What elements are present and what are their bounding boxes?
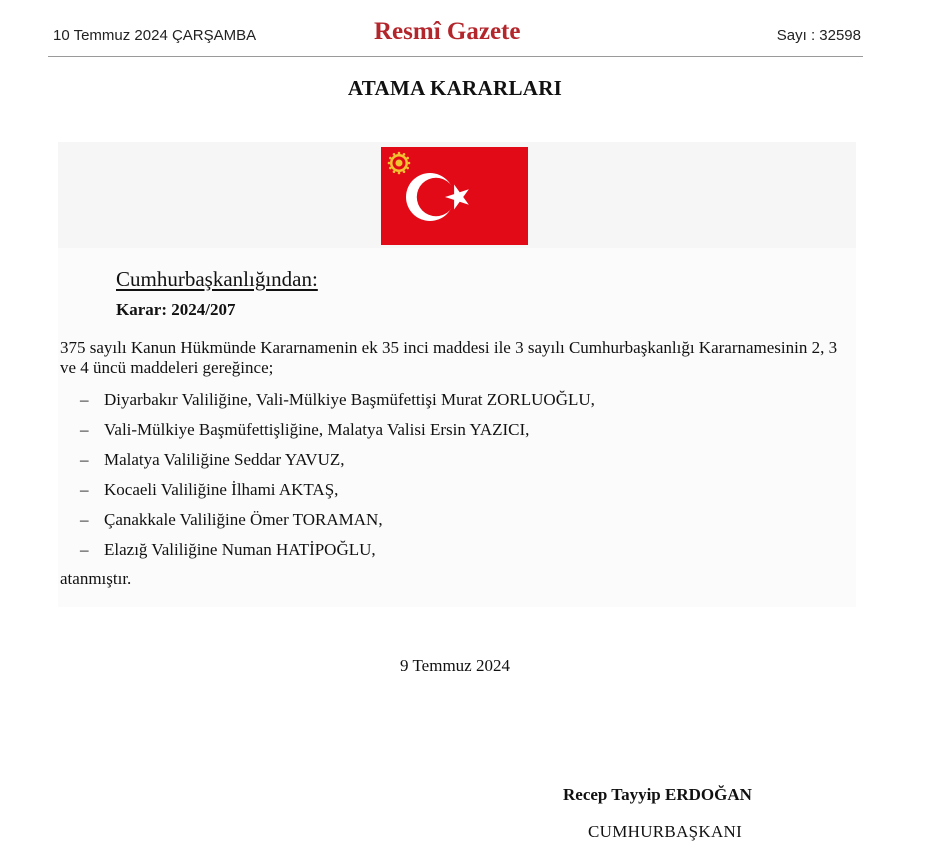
page-header: [48, 16, 863, 56]
dash-bullet: –: [80, 480, 89, 499]
list-item: – Kocaeli Valiliğine İlhami AKTAŞ,: [80, 480, 339, 499]
appointment-list: [80, 389, 595, 569]
decision-number: 2024/207: [171, 300, 236, 319]
list-item: – Vali-Mülkiye Başmüfettişliğine, Malatya Valisi Ersin YAZICI,: [80, 420, 530, 439]
signer-title: CUMHURBAŞKANI: [588, 822, 743, 841]
dash-bullet: –: [80, 390, 89, 409]
dash-bullet: –: [80, 420, 89, 439]
closing-text: atanmıştır.: [60, 569, 132, 588]
dash-bullet: –: [80, 540, 89, 559]
list-item: – Diyarbakır Valiliğine, Vali-Mülkiye Başmüfettişi Murat ZORLUOĞLU,: [80, 390, 595, 409]
issuing-authority: Cumhurbaşkanlığından:: [116, 267, 318, 291]
list-item: – Malatya Valiliğine Seddar YAVUZ,: [80, 450, 345, 469]
signer-name: Recep Tayyip ERDOĞAN: [563, 785, 752, 804]
list-item: – Elazığ Valiliğine Numan HATİPOĞLU,: [80, 540, 376, 559]
header-divider: [48, 56, 863, 57]
decision-label: Karar:: [116, 300, 167, 319]
signature-date: 9 Temmuz 2024: [400, 656, 510, 675]
turkish-flag-icon: [381, 147, 528, 245]
gazette-title: Resmî Gazete: [374, 18, 521, 45]
preamble-text: 375 sayılı Kanun Hükmünde Kararnamenin ek 35 inci maddesi ile 3 sayılı Cumhurbaşkanlığı Kararnamesinin 2, 3 ve 4 üncü maddeleri gereğince;: [60, 338, 838, 377]
decision-line: [116, 300, 235, 320]
dash-bullet: –: [80, 510, 89, 529]
issue-date: 10 Temmuz 2024 ÇARŞAMBA: [53, 27, 257, 44]
dash-bullet: –: [80, 450, 89, 469]
issue-number: Sayı : 32598: [776, 27, 861, 44]
document-title: ATAMA KARARLARI: [347, 76, 563, 100]
list-item: – Çanakkale Valiliğine Ömer TORAMAN,: [80, 510, 383, 529]
